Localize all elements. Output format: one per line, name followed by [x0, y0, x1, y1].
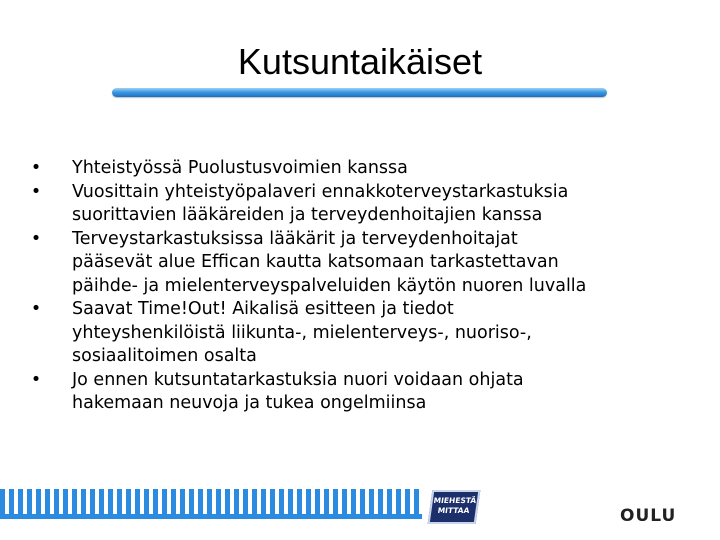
- bullet-dot: •: [30, 369, 42, 390]
- bullet-text-line: Saavat Time!Out! Aikalisä esitteen ja tiedot: [72, 299, 454, 319]
- bullet-text-line: Vuosittain yhteistyöpalaveri ennakkoterveystarkastuksia: [72, 181, 569, 202]
- bullet-item: [28, 298, 708, 369]
- title-underline-bar: [112, 88, 607, 97]
- bullet-text-line: suorittavien lääkäreiden ja terveydenhoitajien kanssa: [72, 205, 543, 225]
- bullet-item: [28, 181, 708, 228]
- bullet-text-line: päihde- ja mielenterveyspalveluiden käytön nuoren luvalla: [72, 275, 587, 296]
- bullet-dot: •: [30, 158, 42, 178]
- bullet-dot: •: [30, 181, 42, 202]
- bullet-list: [28, 157, 708, 416]
- bullet-text-line: yhteyshenkilöistä liikunta-, mielenterveys-, nuoriso-,: [72, 322, 532, 343]
- bullet-text-line: hakemaan neuvoja ja tukea ongelmiinsa: [72, 393, 427, 413]
- slide-footer: [0, 484, 720, 540]
- bullet-dot: •: [30, 228, 42, 249]
- bullet-text-line: Yhteistyössä Puolustusvoimien kanssa: [72, 158, 408, 178]
- bullet-text-line: Terveystarkastuksissa lääkärit ja terveydenhoitajat: [72, 228, 518, 249]
- logo-text-line: MIEHESTÄ: [433, 496, 477, 505]
- bullet-item: [28, 369, 708, 416]
- bullet-text-line: Jo ennen kutsuntatarkastuksia nuori voidaan ohjata: [72, 369, 524, 390]
- slide-title: Kutsuntaikäiset: [237, 41, 483, 82]
- bullet-text-line: sosiaalitoimen osalta: [72, 346, 257, 366]
- miehesta-mittaa-logo: [428, 490, 481, 524]
- bullet-item: [28, 228, 708, 299]
- oulu-logo: OULU: [620, 506, 677, 526]
- logo-text-line: MITTAA: [437, 506, 470, 515]
- bullet-text-line: pääsevät alue Effican kautta katsomaan tarkastettavan: [72, 252, 559, 272]
- decorative-stripe-band: [0, 489, 422, 516]
- decorative-stripe-base: [0, 514, 422, 519]
- bullet-dot: •: [30, 299, 42, 319]
- bullet-item: [28, 157, 708, 181]
